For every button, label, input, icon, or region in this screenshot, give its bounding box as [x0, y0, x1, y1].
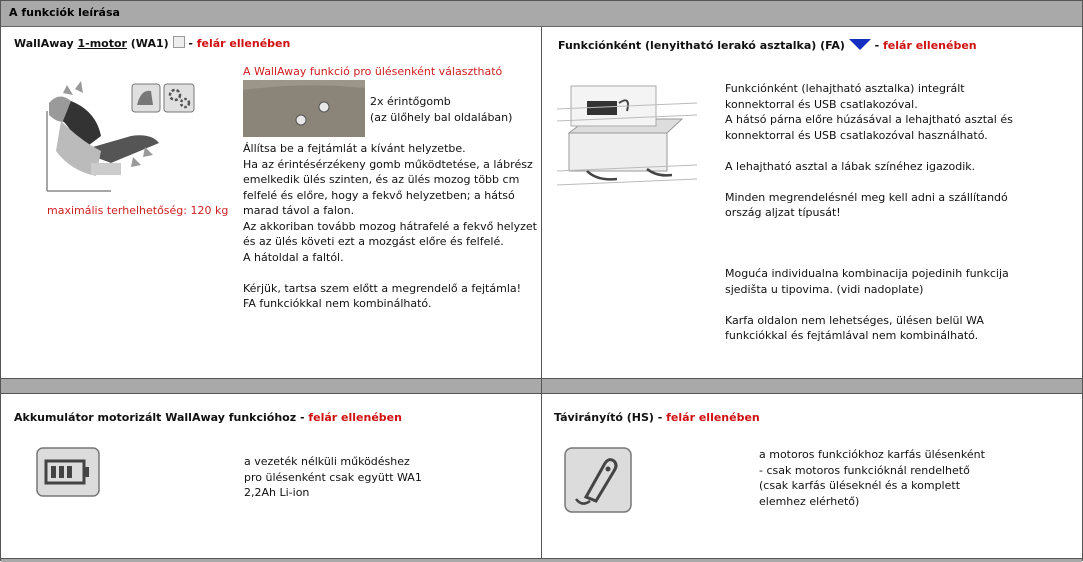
- remote-control-icon: [564, 447, 632, 513]
- blue-triangle-icon: [849, 38, 871, 50]
- motor-gear-icon: [131, 83, 195, 113]
- wa-max-load: maximális terhelhetőség: 120 kg: [47, 204, 229, 217]
- wa-buttons-text: 2x érintőgomb (az ülőhely bal oldalában): [370, 95, 513, 124]
- touch-buttons-photo: [243, 80, 365, 137]
- column-divider-top: [541, 27, 542, 378]
- battery-icon: [36, 447, 100, 497]
- header-bar: [1, 1, 1082, 27]
- wa-star-icon: [173, 36, 185, 48]
- folding-table-illustration: [557, 81, 702, 196]
- wa-title: WallAway 1-motor (WA1) - felár ellenében: [14, 37, 291, 50]
- fa-body-1: Funkciónként (lehajtható asztalka) integrált konnektorral és USB csatlakozóval. A hátsó párna előre húzásával a lehajtható asztal és konnektorral és USB csatlakozóval használható. A lehajtható asztal a lábak színéhez igazodik. Minden megrendelésnél meg kell adni a szállítandó ország aljzat típusát!: [725, 82, 1013, 219]
- akku-title: Akkumulátor motorizált WallAway funkcióhoz - felár ellenében: [14, 411, 402, 424]
- akku-body: a vezeték nélküli működéshez pro ülésenként csak együtt WA1 2,2Ah Li-ion: [244, 455, 422, 499]
- fa-body-2: Moguća individualna kombinacija pojedinih funkcija sjedišta u tipovima. (vidi nadoplate) Karfa oldalon nem lehetséges, ülésen belül WA funkciókkal és fejtámlával nem kombinálható.: [725, 267, 1009, 342]
- wa-body: Állítsa be a fejtámlát a kívánt helyzetbe. Ha az érintésérzékeny gomb működtetése, a lábrész emelkedik ülés szinten, és az ülés mozog több cm felfelé és előre, hogy a fekvő helyzetben; a hátsó marad távol a falon. Az akkoriban tovább mozog hátrafelé a fekvő helyzet és az ülés követi ezt a mozgást előre és felfelé. A hátoldal a faltól. Kérjük, tartsa szem előtt a megrendelő a fejtámla! FA funkciókkal nem kombinálható.: [243, 142, 537, 310]
- wa-subtitle: A WallAway funkció pro ülésenként választható: [243, 65, 503, 78]
- header-title: A funkciók leírása: [9, 6, 120, 19]
- fa-title: Funkciónként (lenyitható lerakó asztalka) (FA) - felár ellenében: [558, 39, 977, 52]
- column-divider-bottom: [541, 392, 542, 558]
- footer-bar: [1, 558, 1082, 562]
- hs-body: a motoros funkciókhoz karfás ülésenként - csak motoros funkcióknál rendelhető (csak karfás üléseknél és a komplett elemhez elérhető): [759, 448, 985, 508]
- hs-title: Távirányító (HS) - felár ellenében: [554, 411, 760, 424]
